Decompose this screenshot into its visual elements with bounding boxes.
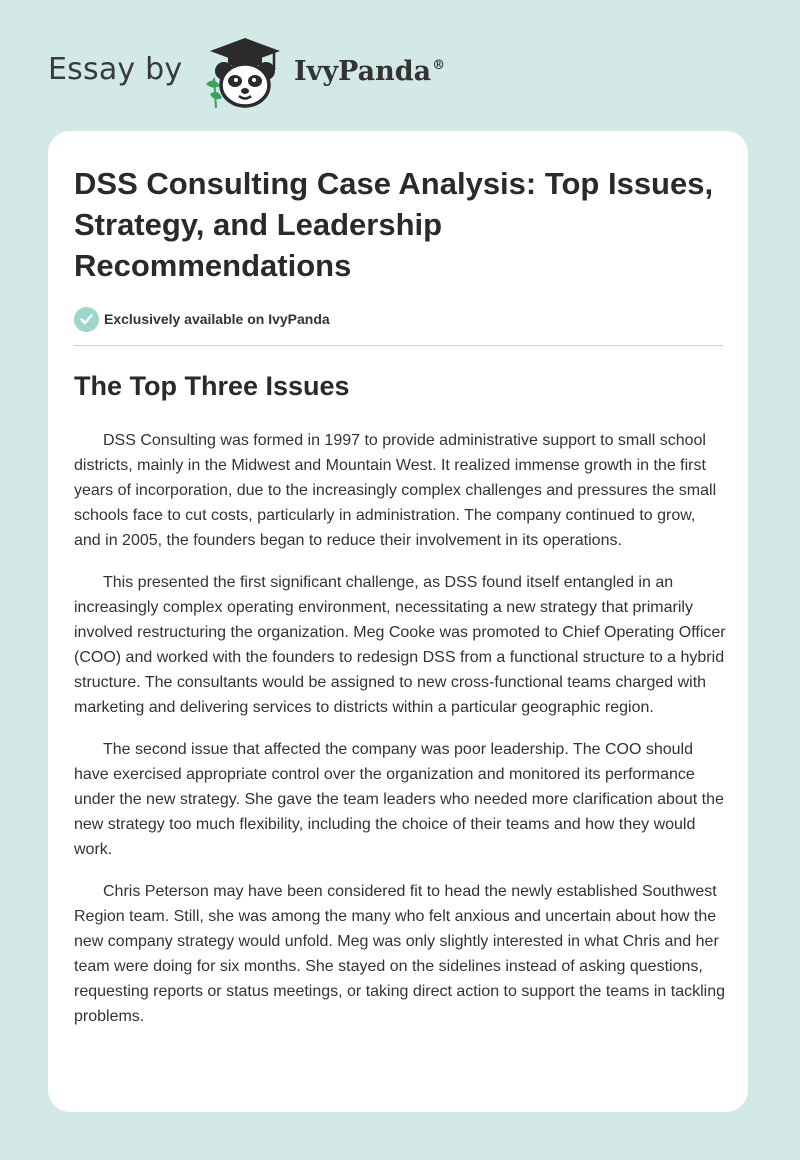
article-body: [74, 428, 726, 1046]
site-header: [48, 34, 468, 114]
panda-graduation-cap-icon[interactable]: [200, 34, 290, 110]
exclusive-badge-label: Exclusively available on IvyPanda: [104, 311, 330, 327]
article-title: DSS Consulting Case Analysis: Top Issues, Strategy, and Leadership Recommendations: [74, 166, 714, 283]
section-heading: The Top Three Issues: [74, 371, 350, 401]
brand-name[interactable]: IvyPanda®: [294, 56, 446, 87]
article-card: [48, 131, 748, 1112]
paragraph: This presented the first significant challenge, as DSS found itself entangled in an increasingly complex operating environment, necessitating a new strategy that primarily involved restructuring the organization. Meg Cooke was promoted to Chief Operating Officer (COO) and worked with the founders to redesign DSS from a functional structure to a hybrid structure. The consultants would be assigned to new cross-functional teams charged with marketing and delivering services to districts within a particular geographic region.: [74, 574, 726, 716]
paragraph: The second issue that affected the company was poor leadership. The COO should have exercised appropriate control over the organization and monitored its performance under the new strategy. She gave the team leaders who needed more clarification about the new strategy too much flexibility, including the choice of their teams and how they would work.: [74, 741, 724, 858]
check-circle-icon: [74, 307, 99, 332]
exclusive-badge: [74, 306, 330, 332]
brand-prefix: Essay by: [48, 52, 183, 87]
paragraph: Chris Peterson may have been considered fit to head the newly established Southwest Region team. Still, she was among the many who felt anxious and uncertain about how the new company strategy would unfold. Meg was only slightly interested in what Chris and her team were doing for six months. She stayed on the sidelines instead of asking questions, requesting reports or status meetings, or taking direct action to support the teams in tackling problems.: [74, 883, 725, 1025]
registered-mark: ®: [432, 58, 446, 73]
paragraph: DSS Consulting was formed in 1997 to provide administrative support to small school districts, mainly in the Midwest and Mountain West. It realized immense growth in the first years of incorporation, due to the increasingly complex challenges and pressures the small schools face to cut costs, particularly in administration. The company continued to grow, and in 2005, the founders began to reduce their involvement in its operations.: [74, 432, 717, 549]
divider: [74, 345, 723, 346]
